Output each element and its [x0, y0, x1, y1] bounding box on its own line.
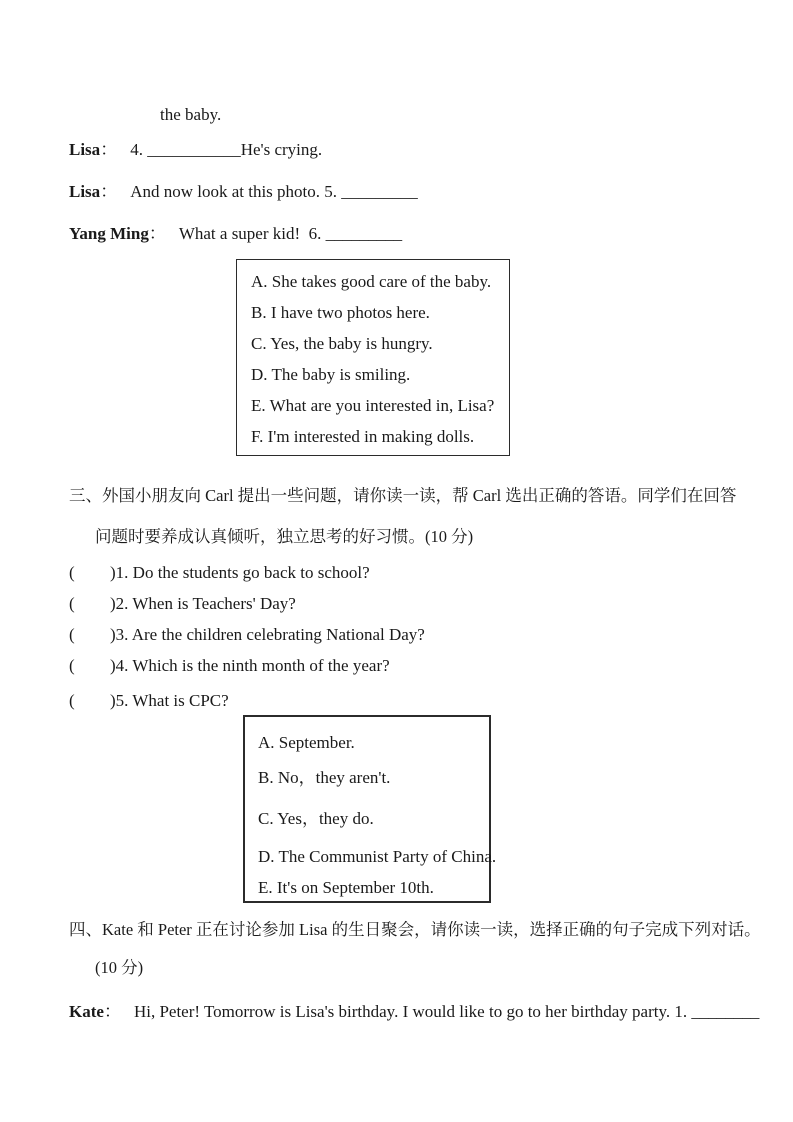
answer-options-box-2 — [243, 715, 497, 903]
question-text: )2. When is Teachers' Day? — [110, 594, 296, 613]
dialogue-text: And now look at this photo. 5. _________ — [130, 182, 418, 201]
question-item-1 — [69, 563, 737, 583]
answer-bracket: ( — [69, 625, 75, 644]
section4-heading-line2: (10 分) — [95, 958, 144, 977]
question-item-3 — [69, 625, 737, 645]
dialogue-continuation-line: the baby. — [160, 105, 222, 124]
option-item-f: F. I'm interested in making dolls. — [251, 427, 475, 446]
answer-bracket: ( — [69, 691, 75, 710]
question-item-5 — [69, 691, 737, 711]
dialogue-line-yangming-6 — [69, 224, 737, 244]
option-item-b: B. No，they aren't. — [258, 768, 391, 787]
speaker-colon: ： — [100, 182, 118, 201]
dialogue-text: Hi, Peter! Tomorrow is Lisa's birthday. I would like to go to her birthday party. 1. ________ — [133, 1002, 760, 1021]
option-item-c: C. Yes，they do. — [258, 809, 374, 828]
answer-bracket: ( — [69, 594, 75, 613]
option-item-d: D. The Communist Party of China. — [258, 847, 497, 866]
dialogue-text: 4. ___________He's crying. — [130, 140, 323, 159]
speaker-colon: ： — [148, 224, 166, 243]
option-item-c: C. Yes, the baby is hungry. — [251, 334, 433, 353]
question-text: )4. Which is the ninth month of the year? — [110, 656, 390, 675]
speaker-colon: ： — [100, 140, 118, 159]
answer-bracket: ( — [69, 563, 75, 582]
question-text: )5. What is CPC? — [110, 691, 229, 710]
speaker-name: Kate — [69, 1002, 104, 1021]
speaker-name: Lisa — [69, 182, 101, 201]
dialogue-line-kate-1 — [69, 1002, 760, 1022]
option-item-d: D. The baby is smiling. — [251, 365, 411, 384]
dialogue-line-lisa-4 — [69, 140, 737, 160]
question-item-2 — [69, 594, 737, 614]
speaker-colon: ： — [103, 1002, 121, 1021]
dialogue-text: What a super kid! 6. _________ — [178, 224, 403, 243]
question-item-4 — [69, 656, 737, 676]
option-item-a: A. She takes good care of the baby. — [251, 272, 492, 291]
option-item-e: E. What are you interested in, Lisa? — [251, 396, 495, 415]
section3-heading-line2: 问题时要养成认真倾听，独立思考的好习惯。(10 分) — [95, 527, 474, 546]
speaker-name: Lisa — [69, 140, 101, 159]
option-item-e: E. It's on September 10th. — [258, 878, 434, 897]
question-text: )1. Do the students go back to school? — [110, 563, 370, 582]
option-item-a: A. September. — [258, 733, 355, 752]
dialogue-line-lisa-5 — [69, 182, 737, 202]
answer-bracket: ( — [69, 656, 75, 675]
option-item-b: B. I have two photos here. — [251, 303, 430, 322]
section4-heading-line1: 四、Kate 和 Peter 正在讨论参加 Lisa 的生日聚会，请你读一读，选择正确的句子完成下列对话。 — [69, 920, 761, 939]
section3-heading-line1: 三、外国小朋友向 Carl 提出一些问题，请你读一读，帮 Carl 选出正确的答语。同学们在回答 — [69, 486, 737, 505]
speaker-name: Yang Ming — [69, 224, 149, 243]
question-text: )3. Are the children celebrating National Day? — [110, 625, 425, 644]
answer-options-box-1 — [236, 259, 510, 456]
